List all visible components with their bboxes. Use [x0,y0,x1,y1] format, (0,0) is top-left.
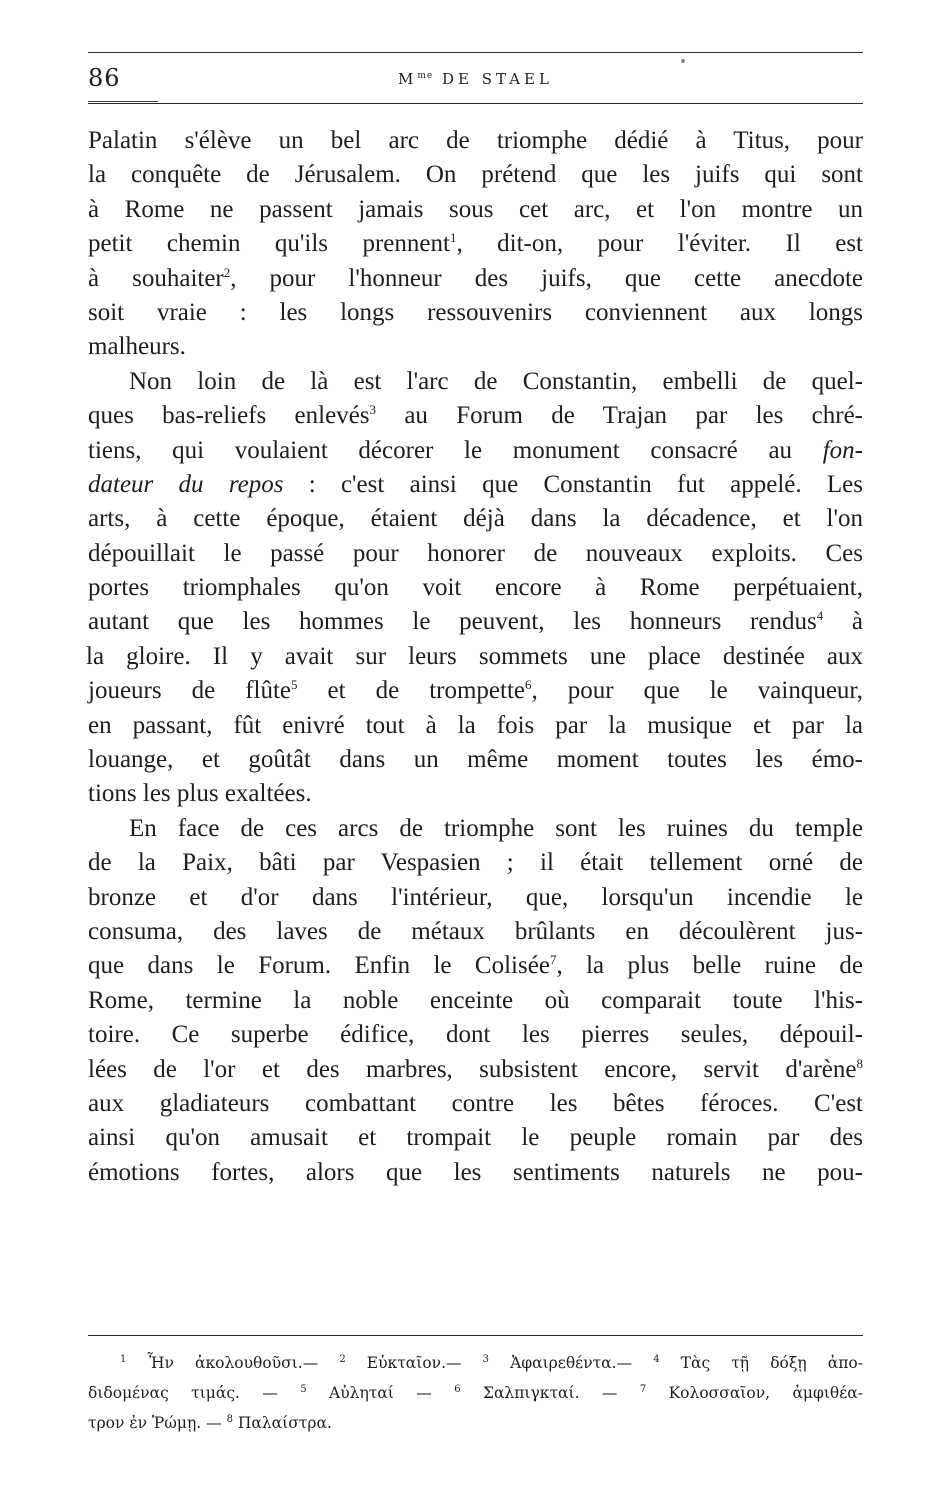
italic-text: dateur du repos [88,470,284,498]
header-rule-accent [88,101,158,102]
footnote-ref: 5 [291,677,298,693]
text-line: dateur du repos : c'est ainsi que Constantin fut appelé. Les [88,470,863,498]
text-line: dépouillait le passé pour honorer de nouveaux exploits. Ces [88,539,863,567]
footnote-rule [88,1335,863,1336]
text-line: Rome, termine la noble enceinte où comparait toute l'his- [88,986,863,1014]
italic-text: fon- [822,436,863,464]
running-head-rest: DE STAEL [433,70,553,88]
paragraph-start-line: En face de ces arcs de triomphe sont les ruines du temple [129,814,863,842]
text-line: louange, et goûtât dans un même moment toutes les émo- [88,746,863,774]
footnotes [88,1348,863,1438]
text-line: ques bas-reliefs enlevés$^3$ au Forum de Trajan par les chré- [88,402,864,430]
text-line: autant que les hommes le peuvent, les honneurs rendus$^4$ à [88,608,863,636]
footnote-line: τρον ἐν Ῥώμῃ. — $^8$ Παλαίστρα. [88,1414,332,1432]
running-head-main: M [398,70,418,88]
footnote-ref: 7 [549,952,557,968]
text-line: aux gladiateurs combattant contre les bêtes féroces. C'est [88,1089,863,1117]
footnote-ref: 8 [856,1055,863,1071]
text-line: que dans le Forum. Enfin le Colisée$^7$, la plus belle ruine de [88,952,864,980]
text-line: Palatin s'élève un bel arc de triomphe dédié à Titus, pour [88,127,863,154]
footnote-line: διδομένας τιμάς. — $^5$ Αὐληταί — $^6$ Σαλπιγκταί. — $^7$ Κολοσσαῖον, ἀμφιθέα- [88,1384,863,1402]
text-line: à Rome ne passent jamais sous cet arc, et l'on montre un [88,195,863,223]
paragraph-start-line: Non loin de là est l'arc de Constantin, embelli de quel- [129,367,863,395]
running-head-superscript: me [417,71,434,81]
text-line: ainsi qu'on amusait et trompait le peuple romain par des [88,1124,863,1152]
footnote-ref: 2 [223,264,231,280]
footnote-line: $^1$ Ἦν ἀκολουθοῦσι.— $^2$ Εὐκταῖον.— $^3$ Ἀφαιρεθέντα.— $^4$ Τὰς τῇ δόξῃ ἀπο- [120,1354,863,1372]
body-text [88,124,863,1190]
text-line: émotions fortes, alors que les sentiments naturels ne pou- [88,1158,863,1186]
book-page [88,0,863,1500]
text-line: toire. Ce superbe édifice, dont les pierres seules, dépouil- [88,1021,863,1049]
text-line: la conquête de Jérusalem. On prétend que les juifs qui sont [88,161,863,189]
footnote-ref: 4 [816,608,824,624]
text-line: consuma, des laves de métaux brûlants en découlèrent jus- [88,917,863,945]
page-header [88,64,863,96]
text-line: de la Paix, bâti par Vespasien ; il était tellement orné de [88,849,863,877]
text-line: soit vraie : les longs ressouvenirs conviennent aux longs [88,298,863,326]
text-line: malheurs. [88,333,186,361]
footnote-ref: 6 [525,677,532,693]
text-line: tiens, qui voulaient décorer le monument consacré au fon- [88,436,863,464]
text-line: petit chemin qu'ils prennent$^1$, dit-on, pour l'éviter. Il est [88,230,863,258]
footnote-ref: 3 [369,402,377,418]
text-line: tions les plus exaltées. [88,780,312,808]
running-head [88,70,863,88]
page-number: 86 [88,64,121,92]
text-line: en passant, fût enivré tout à la fois par la musique et par la [88,711,863,739]
text-line: bronze et d'or dans l'intérieur, que, lorsqu'un incendie le [88,883,863,911]
top-rule [88,52,863,53]
text-line: portes triomphales qu'on voit encore à Rome perpétuaient, [88,574,863,602]
ink-speck [681,59,685,63]
text-line: arts, à cette époque, étaient déjà dans la décadence, et l'on [88,505,863,533]
header-rule [88,103,863,104]
text-line: la gloire. Il y avait sur leurs sommets une place destinée aux [86,642,863,670]
text-line: à souhaiter$^2$, pour l'honneur des juifs, que cette anecdote [88,264,864,292]
text-line: lées de l'or et des marbres, subsistent encore, servit d'arène$^8$ [88,1055,863,1083]
footnote-ref: 1 [449,230,457,246]
text-line: joueurs de flûte$^5$ et de trompette$^6$, pour que le vainqueur, [88,677,863,705]
